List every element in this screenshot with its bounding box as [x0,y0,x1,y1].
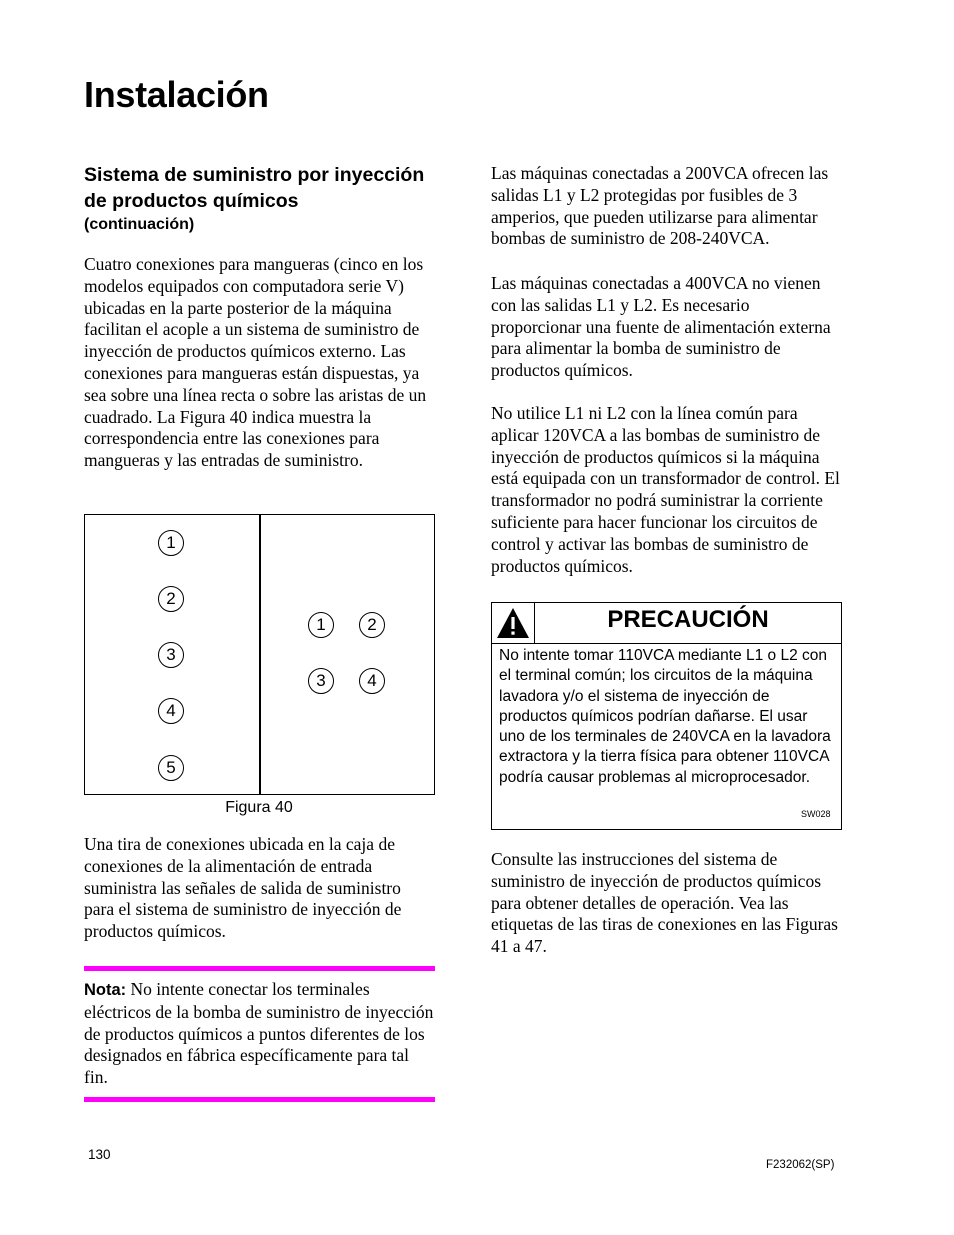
warning-triangle-icon [494,605,532,641]
nota-rule-top [84,966,435,971]
hose-connection-square-1: 1 [308,612,334,638]
section-heading [84,162,444,236]
nota-label: Nota: [84,981,127,999]
left-paragraph-2: Una tira de conexiones ubicada en la caja de conexiones de la alimentación de entrada suministra las señales de salida de suministro para el sistema de suministro de inyección de productos químicos. [84,834,402,942]
caution-title: PRECAUCIÓN [607,606,769,633]
section-heading-continued: (continuación) [84,216,195,233]
document-code: F232062(SP) [766,1159,835,1171]
nota-block [84,979,434,1089]
page-number: 130 [88,1147,111,1162]
hose-connection-line-2: 2 [158,586,184,612]
nota-text: No intente conectar los terminales eléctricos de la bomba de suministro de inyección de productos químicos a puntos diferentes de los designados en fábrica específicamente para tal fin. [84,979,434,1088]
left-paragraph-1: Cuatro conexiones para mangueras (cinco en los modelos equipados con computadora serie V) ubicadas en la parte posterior de la máquina facilitan el acople a un sistema de suministro de inyección de productos químicos externo. Las conexiones para mangueras están dispuestas, ya sea sobre una línea recta o sobre las aristas de un cuadrado. La Figura 40 indica muestra la correspondencia entre las conexiones para mangueras y las entradas de suministro. [84,254,427,471]
right-paragraph-3: No utilice L1 ni L2 con la línea común para aplicar 120VCA a las bombas de suministro de inyección de productos químicos si la máquina está equipada con un transformador de control. El transformador no podrá suministrar la corriente suficiente para hacer funcionar los circuitos de control y activar las bombas de suministro de productos químicos. [491,403,840,576]
caution-code: SW028 [801,809,831,819]
right-paragraph-1: Las máquinas conectadas a 200VCA ofrecen las salidas L1 y L2 protegidas por fusibles de 3 amperios, que pueden utilizarse para alimentar bombas de suministro de 208-240VCA. [491,163,829,249]
hose-connection-line-3: 3 [158,642,184,668]
hose-connection-line-1: 1 [158,530,184,556]
hose-connection-square-4: 4 [359,668,385,694]
caution-header-divider [492,643,841,644]
nota-rule-bottom [84,1097,435,1102]
hose-connection-line-5: 5 [158,755,184,781]
hose-connection-line-4: 4 [158,698,184,724]
section-heading-text: Sistema de suministro por inyección de productos químicos [84,164,425,212]
page-title: Instalación [84,74,269,115]
figure-divider [259,515,261,794]
figure-caption: Figura 40 [225,799,293,816]
hose-connection-square-3: 3 [308,668,334,694]
caution-body: No intente tomar 110VCA mediante L1 o L2 con el terminal común; los circuitos de la máquina lavadora y/o el sistema de inyección de productos químicos podrían dañarse. El usar uno de los terminales de 240VCA en la lavadora extractora y la tierra física para obtener 110VCA podría causar problemas al microprocesador. [499,647,831,786]
right-paragraph-4: Consulte las instrucciones del sistema de suministro de inyección de productos químicos para obtener detalles de operación. Vea las etiquetas de las tiras de conexiones en las Figuras 41 a 47. [491,849,838,957]
right-paragraph-2: Las máquinas conectadas a 400VCA no vienen con las salidas L1 y L2. Es necesario proporcionar una fuente de alimentación externa para alimentar la bomba de suministro de productos químicos. [491,273,831,381]
hose-connection-square-2: 2 [359,612,385,638]
